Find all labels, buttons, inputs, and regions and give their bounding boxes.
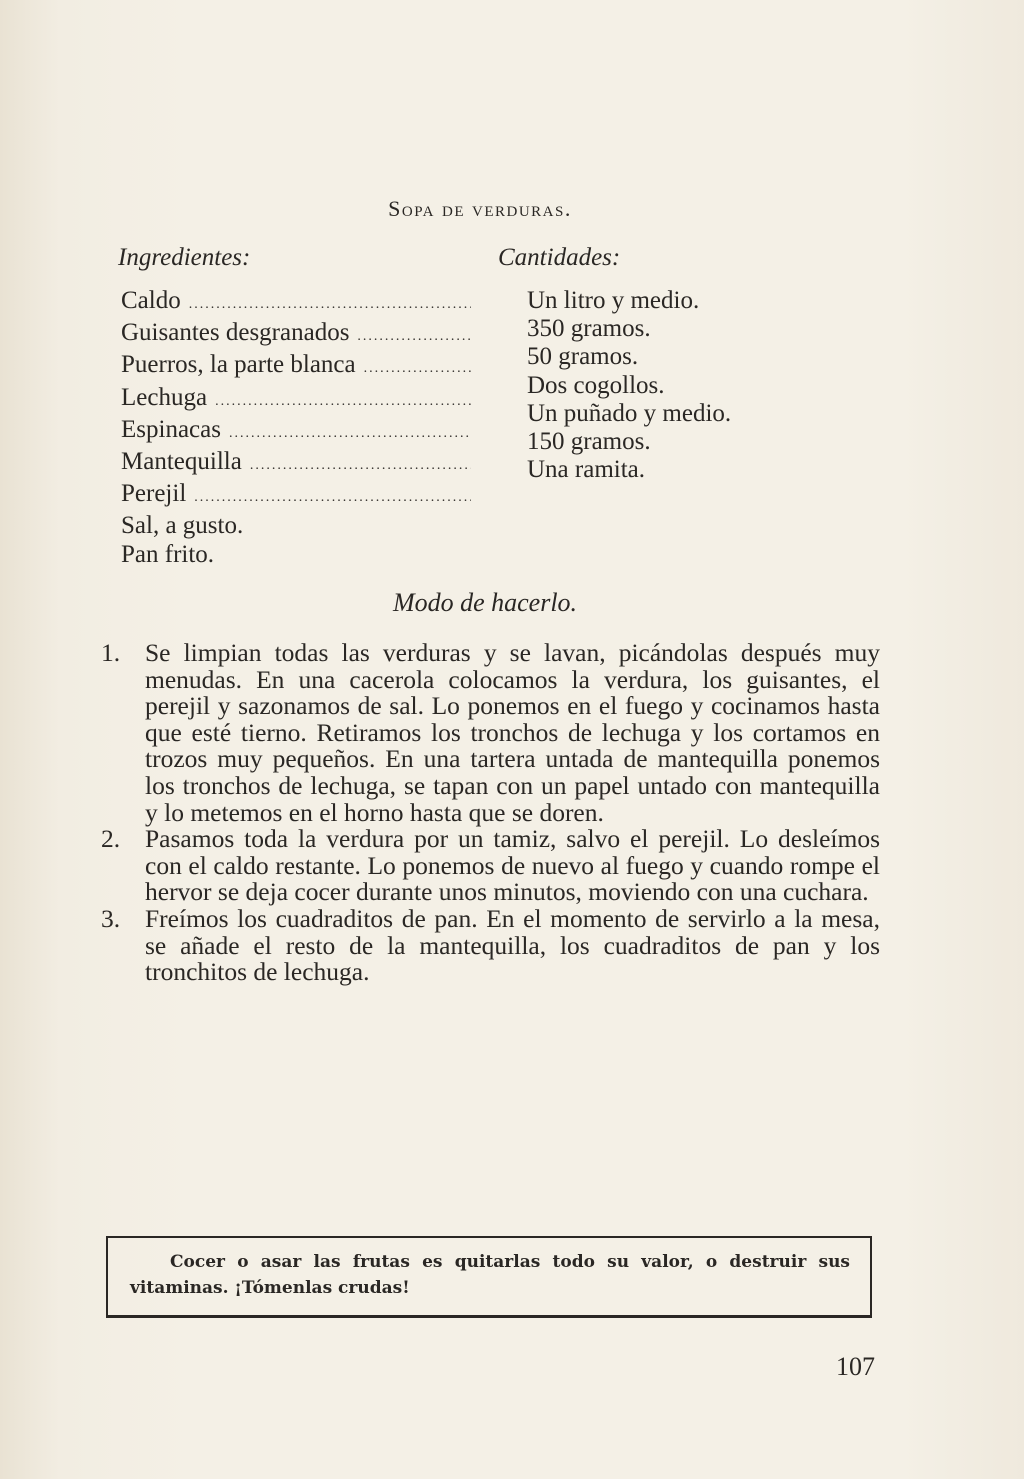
ingredient-row <box>121 416 471 448</box>
page-number: 107 <box>836 1352 875 1381</box>
method-steps <box>95 640 880 986</box>
dot-leader <box>250 452 471 480</box>
dot-leader <box>357 323 471 351</box>
dot-leader <box>215 388 471 416</box>
step-text: Pasamos toda la verdura por un tamiz, salvo el perejil. Lo desleímos con el caldo restante. Lo ponemos de nuevo al fuego y cuando rompe el hervor se deja cocer durante unos minutos, moviendo con una cuchara. <box>145 824 880 907</box>
step-text: Se limpian todas las verduras y se lavan, picándolas después muy menudas. En una cacerola colocamos la verdura, los guisantes, el perejil y sazonamos de sal. Lo ponemos en el fuego y cocinamos hasta que esté tierno. Retiramos los tronchos de lechuga y los cortamos en trozos muy pequeños. En una tartera untada de mantequilla ponemos los tronchos de lechuga, se tapan con un papel untado con mantequilla y lo metemos en el horno hasta que se doren. <box>145 638 880 827</box>
quantity-item: Una ramita. <box>527 456 646 484</box>
ingredient-name: Puerros, la parte blanca <box>121 351 356 379</box>
method-heading: Modo de hacerlo. <box>392 588 578 617</box>
quantities-list <box>527 287 827 484</box>
step-number: 1. <box>101 638 121 667</box>
quantity-item: Dos cogollos. <box>527 371 665 399</box>
ingredient-row <box>121 351 471 383</box>
ingredient-row <box>121 448 471 480</box>
step-number: 2. <box>101 824 121 854</box>
step-text: Freímos los cuadraditos de pan. En el momento de servirlo a la mesa, se añade el resto de la mantequilla, los cuadraditos de pan y los tronchitos de lechuga. <box>145 903 880 987</box>
ingredient-row <box>121 541 471 569</box>
step-item <box>95 903 880 987</box>
ingredient-name: Perejil <box>121 480 187 508</box>
quantity-item: 350 gramos. <box>527 315 651 343</box>
quantity-item: 50 gramos. <box>527 343 639 371</box>
note-text: Cocer o asar las frutas es quitarlas todo su valor, o destruir sus vitaminas. ¡Tómenlas crudas! <box>130 1252 850 1298</box>
recipe-title: Sopa de verduras. <box>388 196 572 221</box>
ingredients-heading: Ingredientes: <box>118 244 251 271</box>
dot-leader <box>194 484 471 512</box>
ingredient-name: Guisantes desgranados <box>121 319 350 347</box>
ingredient-name: Caldo <box>121 287 181 314</box>
step-number: 3. <box>101 903 121 933</box>
ingredient-name: Mantequilla <box>121 448 242 476</box>
ingredient-name: Espinacas <box>121 415 221 443</box>
quantity-item: Un litro y medio. <box>527 287 700 314</box>
dot-leader <box>364 355 471 383</box>
ingredient-row <box>121 512 471 540</box>
quantity-item: 150 gramos. <box>527 428 651 456</box>
step-item <box>95 826 880 906</box>
ingredient-row <box>121 480 471 512</box>
quantities-heading: Cantidades: <box>498 244 621 271</box>
ingredients-list <box>121 287 471 569</box>
step-item <box>95 640 880 826</box>
ingredient-row <box>121 319 471 351</box>
dot-leader <box>229 420 471 448</box>
ingredient-row <box>121 287 471 319</box>
ingredient-name: Lechuga <box>121 383 208 411</box>
ingredient-name: Pan frito. <box>121 540 215 568</box>
ingredient-row <box>121 384 471 416</box>
dot-leader <box>189 291 471 319</box>
quantity-item: Un puñado y medio. <box>527 399 732 427</box>
ingredient-name: Sal, a gusto. <box>121 512 244 540</box>
